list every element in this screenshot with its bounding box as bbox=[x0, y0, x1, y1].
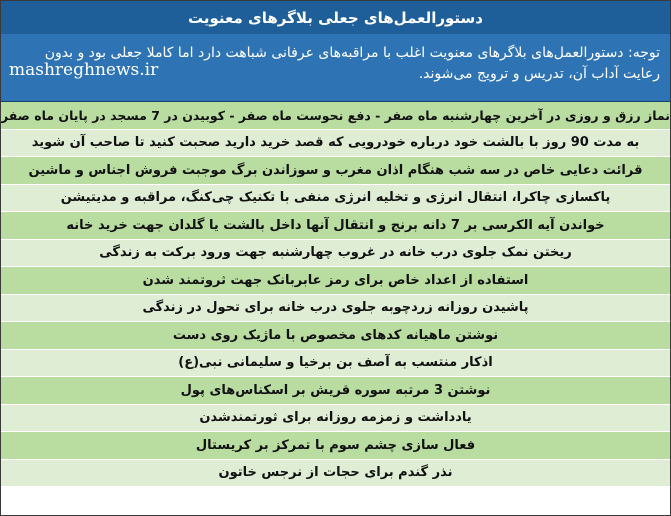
instructions-list bbox=[1, 102, 670, 487]
table-title: دستورالعمل‌های جعلی بلاگرهای معنویت bbox=[1, 1, 670, 34]
list-item: استفاده از اعداد خاص برای رمز عابربانک جهت ثروتمند شدن bbox=[1, 267, 670, 295]
list-item: قرائت دعایی خاص در سه شب هنگام اذان مغرب و سوزاندن برگ موجبت فروش اجناس و ماشین bbox=[1, 157, 670, 185]
list-item: فعال سازی چشم سوم با تمرکز بر کریستال bbox=[1, 432, 670, 460]
list-item: نماز رزق و روزی در آخرین چهارشنبه ماه صفر - دفع نحوست ماه صفر - کوبیدن در 7 مسجد در پایان ماه صفر bbox=[1, 102, 670, 130]
list-item: نوشتن 3 مرتبه سوره قریش بر اسکناس‌های پول bbox=[1, 377, 670, 405]
intro-box bbox=[1, 34, 670, 102]
list-item: پاشیدن روزانه زردچوبه جلوی درب خانه برای تحول در زندگی bbox=[1, 295, 670, 323]
list-item: نذر گندم برای حجات از نرجس خاتون bbox=[1, 460, 670, 488]
list-item: ریختن نمک جلوی درب خانه در غروب چهارشنبه جهت ورود برکت به زندگی bbox=[1, 240, 670, 268]
list-item: پاکسازی چاکرا، انتقال انرژی و تخلیه انرژی منفی با تکنیک چی‌کنگ، مراقبه و مدیتیشن bbox=[1, 185, 670, 213]
list-item: خواندن آیه الکرسی بر 7 دانه برنج و انتقال آنها داخل بالشت یا گلدان جهت خرید خانه bbox=[1, 212, 670, 240]
list-item: به مدت 90 روز با بالشت خود درباره خودرویی که قصد خرید دارید صحبت کنید تا صاحب آن شوید bbox=[1, 130, 670, 158]
list-item: اذکار منتسب به آصف بن برخیا و سلیمانی نبی(ع) bbox=[1, 350, 670, 378]
intro-note: توجه: دستورالعمل‌های بلاگرهای معنویت اغلب با مراقبه‌های عرفانی شباهت دارد اما کاملا جعلی بود و بدون رعایت آداب آن، تدریس و ترویج می‌شوند. bbox=[44, 45, 660, 82]
source-watermark: mashreghnews.ir bbox=[9, 60, 159, 80]
list-item: نوشتن ماهیانه کدهای مخصوص با ماژیک روی دست bbox=[1, 322, 670, 350]
list-item: یادداشت و زمزمه روزانه برای ثورتمندشدن bbox=[1, 405, 670, 433]
